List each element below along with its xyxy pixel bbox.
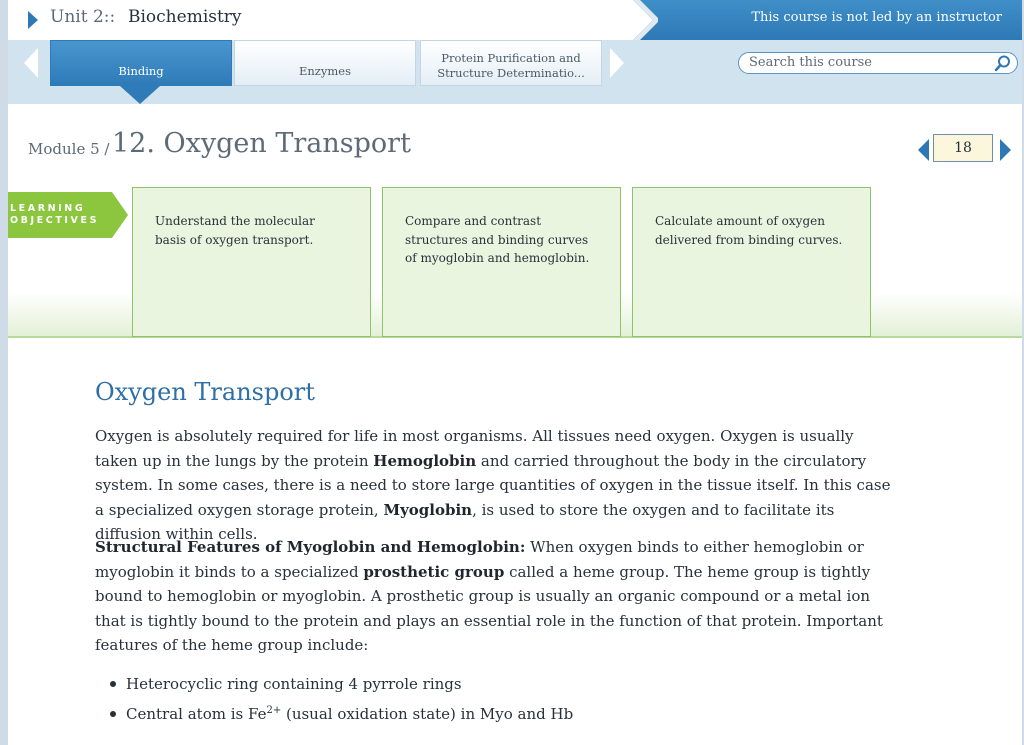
next-page-icon[interactable] bbox=[1000, 139, 1011, 161]
tabs-next-icon[interactable] bbox=[610, 48, 624, 78]
learning-objectives-label: LEARNING bbox=[10, 203, 86, 214]
unit-label: Unit 2:: bbox=[50, 7, 116, 27]
text-run: called a heme group. The heme group is tightly bound to hemoglobin or myoglobin. A prosthetic group is usually an organic compound or a metal ion that is tightly bound to the protein and plays an essential role in the function of that protein. Important features of the heme group include: bbox=[95, 562, 883, 654]
instructor-note: This course is not led by an instructor bbox=[751, 10, 1002, 25]
superscript-charge: 2+ bbox=[266, 705, 282, 716]
course-page bbox=[8, 0, 1022, 745]
top-bar bbox=[8, 0, 1022, 40]
structural-features-paragraph bbox=[95, 535, 895, 658]
tabs-prev-icon[interactable] bbox=[24, 48, 38, 78]
text-run: , is used to store the oxygen and to facilitate its diffusion within cells. bbox=[95, 500, 835, 543]
active-tab-pointer bbox=[120, 86, 160, 104]
page-title: 12. Oxygen Transport bbox=[112, 128, 411, 159]
list-item bbox=[104, 699, 573, 729]
unit-name[interactable]: Biochemistry bbox=[128, 7, 242, 27]
topic-tab-strip bbox=[8, 40, 1022, 104]
intro-paragraph bbox=[95, 424, 895, 547]
search-input[interactable] bbox=[749, 55, 979, 70]
tab-protein-purification[interactable] bbox=[420, 40, 602, 86]
tab-label: Enzymes bbox=[299, 64, 351, 78]
search-icon[interactable] bbox=[994, 55, 1011, 72]
term-prosthetic-group: prosthetic group bbox=[363, 562, 505, 581]
text-run: and carried throughout the body in the circulatory system. In some cases, there is a need to store large quantities of oxygen in the tissue itself. In this case a specialized oxygen storage protein, bbox=[95, 451, 891, 519]
objective-card: Calculate amount of oxygen delivered from binding curves. bbox=[632, 187, 871, 337]
list-item-text: Central atom is Fe bbox=[126, 705, 267, 723]
objective-card: Compare and contrast structures and binding curves of myoglobin and hemoglobin. bbox=[382, 187, 621, 337]
tab-binding[interactable] bbox=[50, 40, 232, 86]
text-run: Oxygen is absolutely required for life in most organisms. All tissues need oxygen. Oxygen is usually taken up in the lungs by the protein bbox=[95, 427, 854, 470]
tab-label: Protein Purification and Structure Determinatio... bbox=[437, 51, 585, 80]
paragraph-lead-heading: Structural Features of Myoglobin and Hemoglobin: bbox=[95, 538, 526, 556]
bullet-icon bbox=[110, 711, 116, 717]
module-label: Module 5 / bbox=[28, 140, 110, 158]
bullet-icon bbox=[110, 681, 116, 687]
tab-enzymes[interactable] bbox=[234, 40, 416, 86]
unit-arrow-icon[interactable] bbox=[28, 11, 38, 29]
page-number-field[interactable]: 18 bbox=[933, 134, 993, 162]
section-heading: Oxygen Transport bbox=[95, 378, 315, 406]
term-hemoglobin: Hemoglobin bbox=[373, 451, 477, 470]
heme-features-list bbox=[104, 669, 573, 729]
term-myoglobin: Myoglobin bbox=[383, 500, 473, 519]
tab-label: Binding bbox=[118, 64, 164, 78]
search-box bbox=[738, 52, 1018, 74]
list-item bbox=[104, 669, 573, 699]
list-item-text: Heterocyclic ring containing 4 pyrrole rings bbox=[126, 675, 462, 693]
list-item-text: (usual oxidation state) in Myo and Hb bbox=[281, 705, 574, 723]
learning-objectives-label: OBJECTIVES bbox=[10, 215, 100, 226]
unit-ribbon bbox=[8, 0, 648, 40]
text-run: When oxygen binds to either hemoglobin or myoglobin it binds to a specialized bbox=[95, 538, 864, 581]
objective-card: Understand the molecular basis of oxygen transport. bbox=[132, 187, 371, 337]
previous-page-icon[interactable] bbox=[918, 139, 929, 161]
